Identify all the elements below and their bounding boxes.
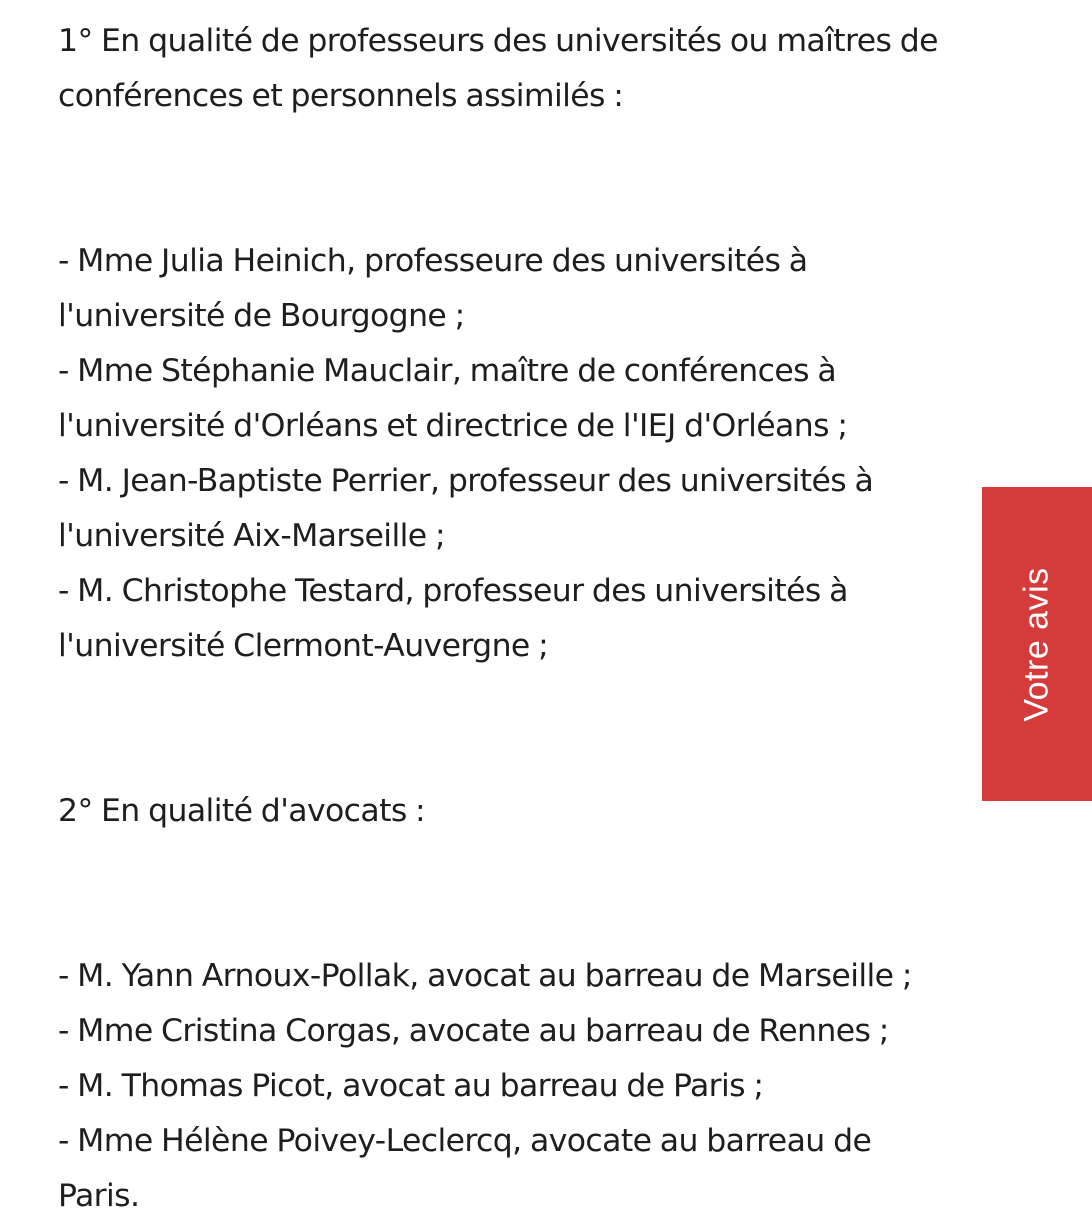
list-item-line1: - M. Jean-Baptiste Perrier, professeur des universités à	[58, 463, 874, 499]
section1-list	[58, 234, 1018, 674]
section1-heading-line2: conférences et personnels assimilés :	[58, 78, 624, 114]
feedback-tab-label: Votre avis	[1017, 566, 1056, 722]
list-item-line2: Paris.	[58, 1178, 140, 1214]
section1-heading	[58, 14, 1018, 124]
feedback-tab-button[interactable]	[982, 487, 1092, 801]
list-item-line2: l'université Aix-Marseille ;	[58, 518, 445, 554]
list-item	[58, 234, 1018, 344]
list-item-line2: l'université de Bourgogne ;	[58, 298, 465, 334]
list-item-line1: - Mme Hélène Poivey-Leclercq, avocate au barreau de	[58, 1123, 872, 1159]
list-item-line1: - M. Christophe Testard, professeur des universités à	[58, 573, 848, 609]
list-item-line2: l'université Clermont-Auvergne ;	[58, 628, 549, 664]
list-item	[58, 564, 1018, 674]
section2-heading	[58, 784, 1018, 839]
list-item-line2: l'université d'Orléans et directrice de l'IEJ d'Orléans ;	[58, 408, 848, 444]
list-item	[58, 1114, 1018, 1224]
list-item	[58, 344, 1018, 454]
list-item	[58, 1059, 1018, 1114]
list-item	[58, 454, 1018, 564]
section1-heading-line1: 1° En qualité de professeurs des universités ou maîtres de	[58, 23, 938, 59]
spacer	[58, 124, 1018, 234]
list-item-line1: - M. Thomas Picot, avocat au barreau de Paris ;	[58, 1068, 764, 1104]
list-item-line1: - Mme Cristina Corgas, avocate au barreau de Rennes ;	[58, 1013, 889, 1049]
spacer	[58, 839, 1018, 949]
document-body	[58, 14, 1018, 1224]
spacer	[58, 674, 1018, 784]
list-item	[58, 1004, 1018, 1059]
list-item-line1: - Mme Julia Heinich, professeure des universités à	[58, 243, 808, 279]
list-item-line1: - Mme Stéphanie Mauclair, maître de conférences à	[58, 353, 837, 389]
list-item-line1: - M. Yann Arnoux-Pollak, avocat au barreau de Marseille ;	[58, 958, 912, 994]
list-item	[58, 949, 1018, 1004]
section2-heading-text: 2° En qualité d'avocats :	[58, 793, 426, 829]
section2-list	[58, 949, 1018, 1224]
